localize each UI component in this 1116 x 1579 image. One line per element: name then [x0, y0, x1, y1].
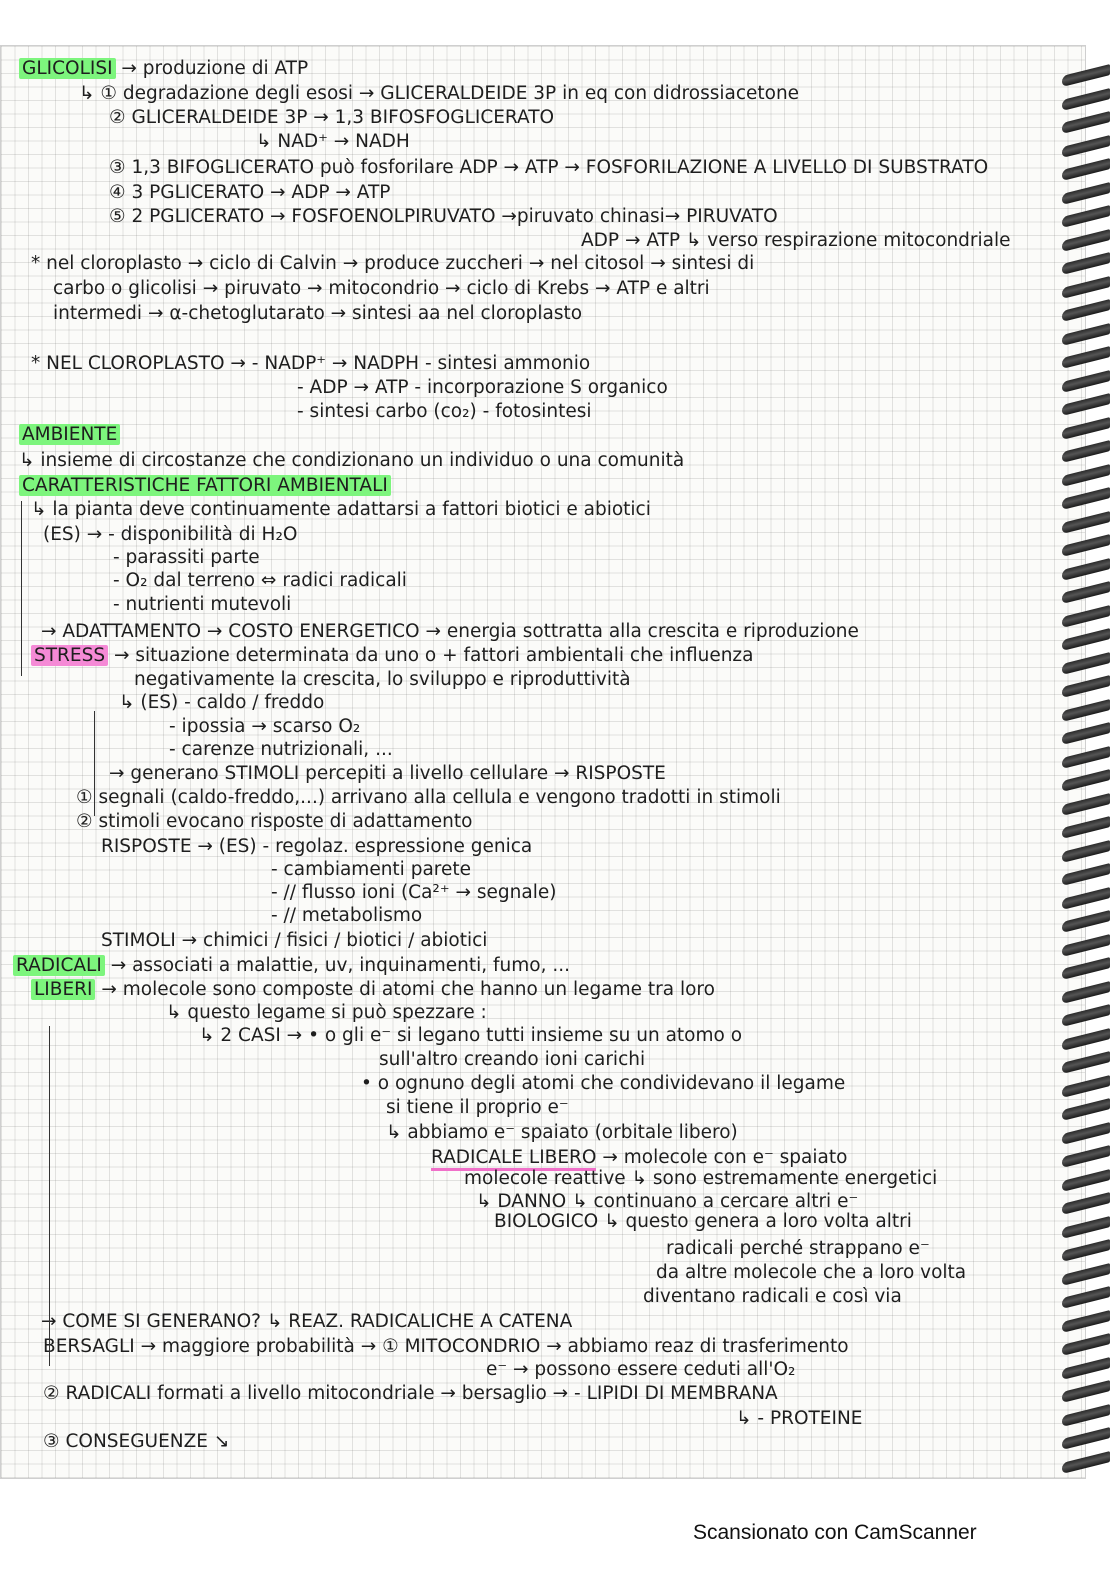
- spiral-coil: [1062, 816, 1110, 839]
- spiral-coil: [1062, 1145, 1110, 1168]
- spiral-coil: [1062, 1004, 1110, 1027]
- note-text: → COME SI GENERANO? ↳ REAZ. RADICALICHE A CATENA: [41, 1311, 573, 1332]
- note-text: molecole reattive ↳ sono estremamente energetici: [464, 1168, 938, 1189]
- spiral-coil: [1062, 1216, 1110, 1239]
- note-line: [19, 424, 120, 446]
- spiral-coil: [1062, 1239, 1110, 1262]
- spiral-coil: [1062, 1380, 1110, 1403]
- spiral-coil: [1062, 111, 1110, 134]
- note-line: [109, 107, 554, 129]
- spiral-coil: [1062, 981, 1110, 1004]
- note-text: → molecole con e⁻ spaiato: [596, 1147, 848, 1168]
- spiral-coil: [1062, 1286, 1110, 1309]
- spiral-coil: [1062, 887, 1110, 910]
- note-text: → molecole sono composte di atomi che hanno un legame tra loro: [95, 979, 715, 1000]
- note-text: → generano STIMOLI percepiti a livello cellulare → RISPOSTE: [109, 763, 666, 784]
- note-line: [271, 859, 471, 881]
- note-text: ↳ la pianta deve continuamente adattarsi a fattori biotici e abiotici: [31, 499, 651, 520]
- note-text: ↳ ① degradazione degli esosi → GLICERALDEIDE 3P in eq con didrossiacetone: [79, 83, 800, 104]
- note-text: - ADP → ATP - incorporazione S organico: [297, 377, 668, 398]
- note-line: [43, 524, 297, 546]
- note-line: [43, 1383, 778, 1405]
- spiral-coil: [1062, 769, 1110, 792]
- note-line: [736, 1408, 862, 1430]
- spiral-coil: [1062, 1075, 1110, 1098]
- note-line: [41, 621, 859, 643]
- note-line: [76, 787, 781, 809]
- spiral-coil: [1062, 229, 1110, 252]
- note-line: [134, 669, 631, 691]
- note-text: STIMOLI → chimici / fisici / biotici / abiotici: [101, 930, 488, 951]
- note-line: [76, 811, 472, 833]
- spiral-coil: [1062, 675, 1110, 698]
- spiral-coil: [1062, 699, 1110, 722]
- spiral-coil: [1062, 299, 1110, 322]
- spiral-coil: [1062, 346, 1110, 369]
- note-text: • o ognuno degli atomi che condividevano il legame: [361, 1073, 846, 1094]
- note-text: BERSAGLI → maggiore probabilità → ① MITOCONDRIO → abbiamo reaz di trasferimento: [43, 1336, 849, 1357]
- spiral-coil: [1062, 1427, 1110, 1450]
- spiral-coil: [1062, 440, 1110, 463]
- note-text: sull'altro creando ioni carichi: [379, 1049, 646, 1070]
- spiral-coil: [1062, 652, 1110, 675]
- note-text: carbo o glicolisi → piruvato → mitocondrio → ciclo di Krebs → ATP e altri: [53, 278, 710, 299]
- margin-bracket-line: [21, 501, 22, 676]
- note-line: [271, 905, 422, 927]
- note-text: BIOLOGICO ↳ questo genera a loro volta altri: [494, 1211, 912, 1232]
- note-text: diventano radicali e così via: [643, 1286, 902, 1307]
- spiral-coil: [1062, 605, 1110, 628]
- underlined-term: RADICALE LIBERO: [431, 1147, 596, 1171]
- note-text: - sintesi carbo (co₂) - fotosintesi: [297, 401, 592, 422]
- note-line: [169, 716, 360, 738]
- note-line: [431, 1147, 847, 1169]
- note-text: ADP → ATP ↳ verso respirazione mitocondriale: [581, 230, 1011, 251]
- note-line: [101, 930, 487, 952]
- note-line: [666, 1238, 930, 1260]
- note-text: ↳ - PROTEINE: [736, 1408, 863, 1429]
- note-line: [31, 253, 754, 275]
- note-text: - parassiti parte: [113, 547, 260, 568]
- spiral-coil: [1062, 276, 1110, 299]
- note-text: → produzione di ATP: [115, 58, 309, 79]
- margin-bracket-line: [49, 1026, 50, 1366]
- note-line: [79, 83, 799, 105]
- spiral-coil: [1062, 1169, 1110, 1192]
- highlighted-term: GLICOLISI: [19, 58, 116, 79]
- note-text: ↳ questo legame si può spezzare :: [166, 1002, 487, 1023]
- note-line: [31, 979, 715, 1001]
- spiral-coil: [1062, 793, 1110, 816]
- margin-bracket-line: [94, 711, 95, 816]
- scanner-watermark-text: Scansionato con CamScanner: [693, 1521, 977, 1544]
- note-text: si tiene il proprio e⁻: [386, 1097, 569, 1118]
- note-line: [31, 645, 753, 667]
- spiral-coil: [1062, 417, 1110, 440]
- spiral-coil: [1062, 1263, 1110, 1286]
- spiral-coil: [1062, 746, 1110, 769]
- spiral-coil: [1062, 1451, 1110, 1474]
- note-line: [19, 475, 391, 497]
- spiral-coil: [1062, 558, 1110, 581]
- highlighted-term: RADICALI: [13, 955, 105, 976]
- spiral-coil: [1062, 910, 1110, 933]
- note-line: [199, 1025, 742, 1047]
- note-line: [166, 1002, 487, 1024]
- note-line: [113, 594, 291, 616]
- note-line: [464, 1168, 937, 1190]
- note-line: [386, 1122, 738, 1144]
- note-text: ③ CONSEGUENZE ↘: [43, 1431, 230, 1452]
- note-text: ④ 3 PGLICERATO → ADP → ATP: [109, 182, 391, 203]
- note-line: [256, 131, 410, 153]
- spiral-coil: [1062, 323, 1110, 346]
- note-line: [297, 401, 592, 423]
- note-text: e⁻ → possono essere ceduti all'O₂: [486, 1359, 796, 1380]
- note-text: ↳ insieme di circostanze che condizionano un individuo o una comunità: [19, 450, 685, 471]
- note-text: * nel cloroplasto → ciclo di Calvin → produce zuccheri → nel citosol → sintesi di: [31, 253, 755, 274]
- spiral-coil: [1062, 863, 1110, 886]
- note-line: [19, 58, 308, 80]
- spiral-coil: [1062, 1098, 1110, 1121]
- note-text: - // flusso ioni (Ca²⁺ → segnale): [271, 882, 557, 903]
- note-text: ② GLICERALDEIDE 3P → 1,3 BIFOSFOGLICERATO: [109, 107, 555, 128]
- note-text: → situazione determinata da uno o + fattori ambientali che influenza: [108, 645, 754, 666]
- note-text: → associati a malattie, uv, inquinamenti, fumo, ...: [104, 955, 571, 976]
- spiral-coil: [1062, 581, 1110, 604]
- spiral-coil: [1062, 1404, 1110, 1427]
- note-line: [169, 739, 393, 761]
- highlighted-term: AMBIENTE: [19, 424, 120, 445]
- note-line: [41, 1311, 572, 1333]
- note-line: [494, 1211, 912, 1233]
- note-line: [13, 955, 570, 977]
- highlighted-term: LIBERI: [31, 979, 95, 1000]
- spiral-coil: [1062, 1122, 1110, 1145]
- note-text: ② stimoli evocano risposte di adattamento: [76, 811, 473, 832]
- note-text: ① segnali (caldo-freddo,...) arrivano alla cellula e vengono tradotti in stimoli: [76, 787, 781, 808]
- spiral-coil: [1062, 840, 1110, 863]
- note-line: [581, 230, 1011, 252]
- note-line: [113, 570, 407, 592]
- spiral-coil: [1062, 628, 1110, 651]
- note-line: [109, 157, 988, 179]
- note-text: - cambiamenti parete: [271, 859, 472, 880]
- note-line: [43, 1431, 229, 1453]
- note-text: negativamente la crescita, lo sviluppo e riproduttività: [134, 669, 631, 690]
- spiral-coil: [1062, 182, 1110, 205]
- spiral-coil: [1062, 135, 1110, 158]
- note-text: ↳ DANNO ↳ continuano a cercare altri e⁻: [476, 1191, 859, 1212]
- spiral-coil: [1062, 722, 1110, 745]
- spiral-coil: [1062, 370, 1110, 393]
- note-text: da altre molecole che a loro volta: [656, 1262, 967, 1283]
- spiral-coil: [1062, 934, 1110, 957]
- note-text: → ADATTAMENTO → COSTO ENERGETICO → energia sottratta alla crescita e riproduzione: [41, 621, 859, 642]
- spiral-coil: [1062, 1192, 1110, 1215]
- spiral-coil: [1062, 205, 1110, 228]
- note-text: ↳ 2 CASI → • o gli e⁻ si legano tutti insieme su un atomo o: [199, 1025, 743, 1046]
- note-text: (ES) → - disponibilità di H₂O: [43, 524, 298, 545]
- spiral-coil: [1062, 1333, 1110, 1356]
- highlighted-term: STRESS: [31, 645, 108, 666]
- note-line: [19, 450, 684, 472]
- note-line: [379, 1049, 645, 1071]
- note-line: [656, 1262, 966, 1284]
- spiral-coil: [1062, 88, 1110, 111]
- note-text: ② RADICALI formati a livello mitocondriale → bersaglio → - LIPIDI DI MEMBRANA: [43, 1383, 778, 1404]
- note-line: [271, 882, 556, 904]
- note-text: radicali perché strappano e⁻: [666, 1238, 930, 1259]
- spiral-coil: [1062, 393, 1110, 416]
- highlighted-term: CARATTERISTICHE FATTORI AMBIENTALI: [19, 475, 391, 496]
- note-line: [361, 1073, 845, 1095]
- note-line: [53, 303, 582, 325]
- note-line: [43, 1336, 849, 1358]
- note-line: [297, 377, 668, 399]
- notebook-page: [0, 45, 1086, 1479]
- spiral-coil: [1062, 511, 1110, 534]
- spiral-coil: [1062, 1028, 1110, 1051]
- spiral-coil: [1062, 1051, 1110, 1074]
- note-line: [109, 206, 778, 228]
- note-text: intermedi → α-chetoglutarato → sintesi aa nel cloroplasto: [53, 303, 583, 324]
- note-line: [53, 278, 710, 300]
- note-text: ③ 1,3 BIFOGLICERATO può fosforilare ADP → ATP → FOSFORILAZIONE A LIVELLO DI SUBSTRATO: [109, 157, 989, 178]
- note-text: ↳ abbiamo e⁻ spaiato (orbitale libero): [386, 1122, 738, 1143]
- spiral-coil: [1062, 252, 1110, 275]
- note-text: - carenze nutrizionali, ...: [169, 739, 393, 760]
- spiral-coil: [1062, 464, 1110, 487]
- note-line: [31, 499, 651, 521]
- spiral-coil: [1062, 1357, 1110, 1380]
- note-text: * NEL CLOROPLASTO → - NADP⁺ → NADPH - sintesi ammonio: [31, 353, 591, 374]
- spiral-coil: [1062, 158, 1110, 181]
- note-line: [119, 692, 324, 714]
- note-line: [101, 836, 532, 858]
- note-text: - ipossia → scarso O₂: [169, 716, 361, 737]
- note-text: ⑤ 2 PGLICERATO → FOSFOENOLPIRUVATO →piruvato chinasi→ PIRUVATO: [109, 206, 778, 227]
- note-text: - O₂ dal terreno ⇔ radici radicali: [113, 570, 407, 591]
- note-line: [109, 182, 390, 204]
- note-text: ↳ (ES) - caldo / freddo: [119, 692, 325, 713]
- spiral-coil: [1062, 534, 1110, 557]
- spiral-coil: [1062, 1310, 1110, 1333]
- spiral-coil: [1062, 487, 1110, 510]
- note-text: ↳ NAD⁺ → NADH: [256, 131, 410, 152]
- note-text: - nutrienti mutevoli: [113, 594, 292, 615]
- note-line: [386, 1097, 569, 1119]
- notebook-spiral-binding: [1062, 70, 1112, 1480]
- note-line: [643, 1286, 902, 1308]
- note-text: - // metabolismo: [271, 905, 423, 926]
- note-line: [113, 547, 260, 569]
- note-line: [31, 353, 590, 375]
- note-line: [109, 763, 666, 785]
- note-line: [486, 1359, 795, 1381]
- note-text: RISPOSTE → (ES) - regolaz. espressione genica: [101, 836, 533, 857]
- spiral-coil: [1062, 957, 1110, 980]
- note-line: [476, 1191, 858, 1213]
